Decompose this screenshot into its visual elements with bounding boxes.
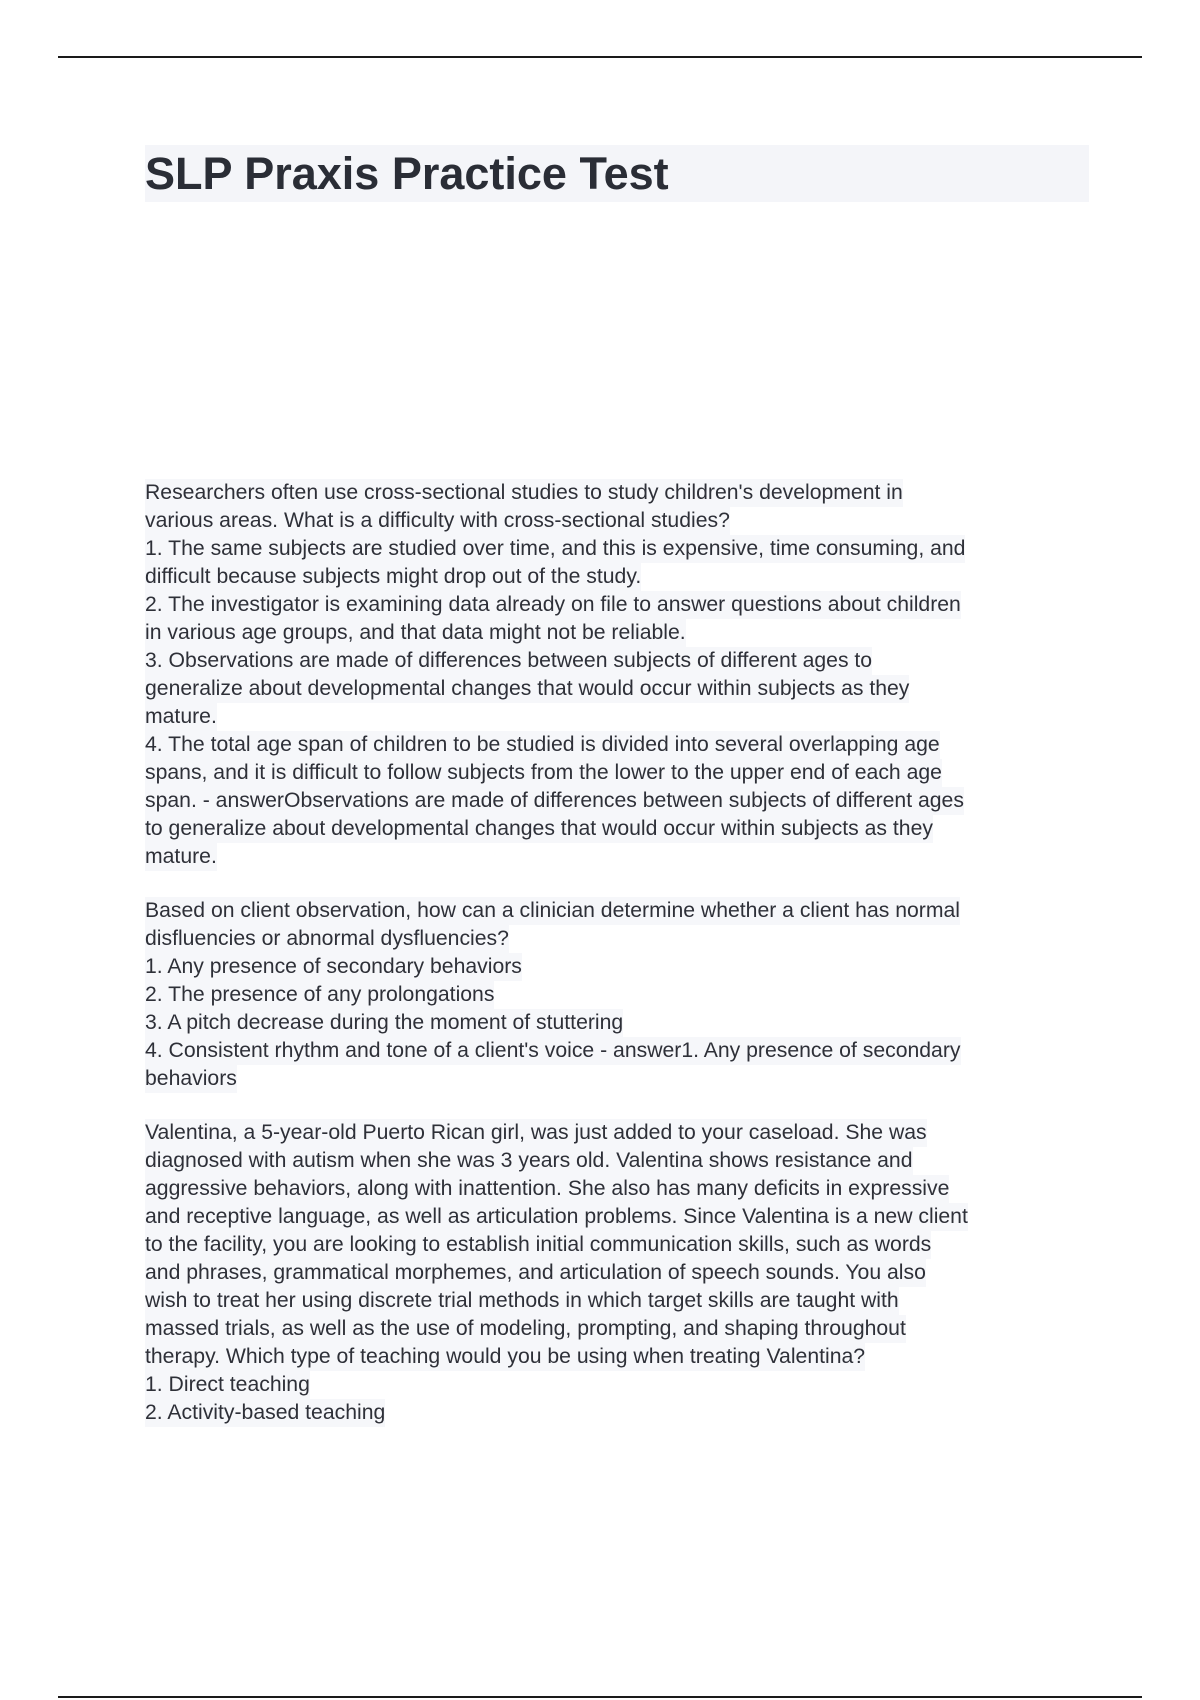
text-line: generalize about developmental changes that would occur within subjects as they	[145, 675, 909, 703]
text-line: to the facility, you are looking to establish initial communication skills, such as words	[145, 1231, 931, 1259]
question-block	[145, 479, 1090, 871]
text-line: massed trials, as well as the use of modeling, prompting, and shaping throughout	[145, 1315, 906, 1343]
text-line: 2. The presence of any prolongations	[145, 981, 494, 1009]
text-line: Based on client observation, how can a clinician determine whether a client has normal	[145, 897, 960, 925]
text-line: Valentina, a 5-year-old Puerto Rican girl, was just added to your caseload. She was	[145, 1119, 927, 1147]
text-line: and receptive language, as well as articulation problems. Since Valentina is a new client	[145, 1203, 968, 1231]
text-line: difficult because subjects might drop out of the study.	[145, 563, 641, 591]
text-line: wish to treat her using discrete trial methods in which target skills are taught with	[145, 1287, 899, 1315]
text-line: 1. Any presence of secondary behaviors	[145, 953, 522, 981]
text-line: therapy. Which type of teaching would you be using when treating Valentina?	[145, 1343, 865, 1371]
text-line: various areas. What is a difficulty with cross-sectional studies?	[145, 507, 730, 535]
text-line: 3. A pitch decrease during the moment of stuttering	[145, 1009, 623, 1037]
text-line: 2. Activity-based teaching	[145, 1399, 385, 1427]
text-line: spans, and it is difficult to follow subjects from the lower to the upper end of each age	[145, 759, 942, 787]
text-line: span. - answerObservations are made of differences between subjects of different ages	[145, 787, 964, 815]
text-line: Researchers often use cross-sectional studies to study children's development in	[145, 479, 903, 507]
text-line: to generalize about developmental changes that would occur within subjects as they	[145, 815, 933, 843]
bottom-rule	[58, 1696, 1142, 1698]
text-line: in various age groups, and that data might not be reliable.	[145, 619, 686, 647]
text-line: behaviors	[145, 1065, 237, 1093]
text-line: 3. Observations are made of differences between subjects of different ages to	[145, 647, 872, 675]
top-rule	[58, 56, 1142, 58]
text-line: 2. The investigator is examining data already on file to answer questions about children	[145, 591, 961, 619]
text-line: diagnosed with autism when she was 3 years old. Valentina shows resistance and	[145, 1147, 913, 1175]
text-line: aggressive behaviors, along with inattention. She also has many deficits in expressive	[145, 1175, 949, 1203]
text-line: 4. Consistent rhythm and tone of a client's voice - answer1. Any presence of secondary	[145, 1037, 961, 1065]
text-line: 4. The total age span of children to be studied is divided into several overlapping age	[145, 731, 940, 759]
text-line: mature.	[145, 703, 217, 731]
page-title: SLP Praxis Practice Test	[145, 148, 669, 199]
text-line: 1. The same subjects are studied over time, and this is expensive, time consuming, and	[145, 535, 965, 563]
text-line: disfluencies or abnormal dysfluencies?	[145, 925, 509, 953]
text-line: and phrases, grammatical morphemes, and articulation of speech sounds. You also	[145, 1259, 926, 1287]
question-block	[145, 897, 1090, 1093]
text-line: 1. Direct teaching	[145, 1371, 310, 1399]
text-line: mature.	[145, 843, 217, 871]
document-body	[145, 479, 1090, 1453]
question-block	[145, 1119, 1090, 1427]
